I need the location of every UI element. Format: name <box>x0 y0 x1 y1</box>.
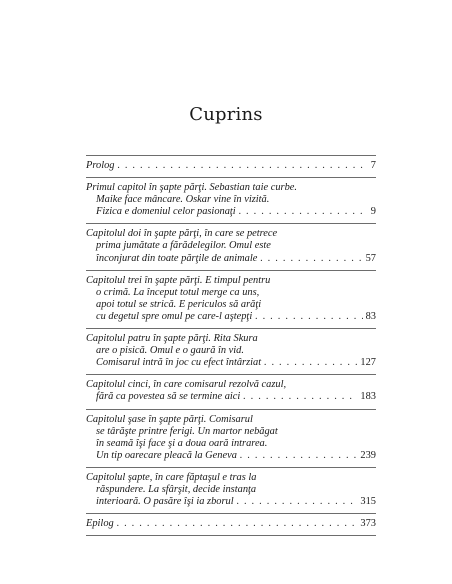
toc-entry <box>86 467 376 513</box>
toc-entry-line <box>86 438 376 450</box>
dot-leader <box>117 160 367 172</box>
page-number: 9 <box>370 206 376 218</box>
dot-leader <box>264 357 357 369</box>
toc-entry-line <box>86 345 376 357</box>
table-of-contents <box>86 155 376 536</box>
toc-entry <box>86 223 376 269</box>
toc-entry-line <box>86 182 376 194</box>
dot-leader <box>237 496 358 508</box>
page-number: 57 <box>365 252 376 264</box>
toc-entry <box>86 155 376 177</box>
toc-entry-line <box>86 228 376 240</box>
toc-entry-text: Fizica e domeniul celor pasionaţi <box>96 206 236 218</box>
toc-entry-line <box>86 194 376 206</box>
toc-entry-line <box>86 160 376 172</box>
page-number: 7 <box>370 160 376 171</box>
toc-entry-text: o crimă. La început totul merge ca uns, <box>96 286 260 298</box>
dot-leader <box>240 450 358 462</box>
page-number: 373 <box>360 518 376 530</box>
toc-entry-text: fără ca povestea să se termine aici <box>96 391 241 403</box>
dot-leader <box>239 206 368 218</box>
dot-leader <box>243 391 357 403</box>
toc-entry-text: interioară. O pasăre îşi ia zborul <box>96 496 234 508</box>
dot-leader <box>255 311 362 323</box>
toc-entry-text: Capitolul şase în şapte părţi. Comisarul <box>86 413 253 425</box>
toc-entry <box>86 409 376 467</box>
toc-entry-line <box>86 391 376 403</box>
toc-entry-line <box>86 253 376 265</box>
toc-entry-text: Capitolul şapte, în care făptaşul e tras la <box>86 471 257 483</box>
toc-entry-line <box>86 357 376 369</box>
toc-entry-line <box>86 240 376 252</box>
toc-entry-line <box>86 206 376 218</box>
toc-entry-line <box>86 287 376 299</box>
toc-entry <box>86 374 376 408</box>
toc-entry-line <box>86 333 376 345</box>
page-number: 127 <box>360 357 376 369</box>
toc-entry-text: prima jumătate a fărădelegilor. Omul este <box>96 240 271 252</box>
toc-entry-text: Un tip oarecare pleacă la Geneva <box>96 449 237 461</box>
toc-entry-text: Maike face mâncare. Oskar vine în vizită. <box>96 194 270 206</box>
toc-entry-line <box>86 496 376 508</box>
toc-entry-text: înconjurat din toate părţile de animale <box>96 252 258 264</box>
toc-entry <box>86 328 376 374</box>
toc-entry-text: apoi totul se strică. E periculos să arăţi <box>96 298 262 310</box>
toc-entry-text: Comisarul intră în joc cu efect întârziat <box>96 357 262 369</box>
toc-entry-text: se târăşte printre ferigi. Un martor nebăgat <box>96 425 278 437</box>
toc-entry-text: Prolog <box>86 160 115 171</box>
page-title: Cuprins <box>189 104 263 125</box>
toc-entry-text: Capitolul cinci, în care comisarul rezolvă cazul, <box>86 379 287 391</box>
toc-entry-text: în seamă îşi face şi a doua oară intrarea. <box>96 437 268 449</box>
toc-entry-line <box>86 299 376 311</box>
toc-entry-line <box>86 379 376 391</box>
toc-entry-line <box>86 472 376 484</box>
toc-entry-text: cu degetul spre omul pe care-l aştepţi <box>96 310 253 322</box>
toc-entry-line <box>86 426 376 438</box>
toc-entry-text: Capitolul doi în şapte părţi, în care se petrece <box>86 228 278 240</box>
toc-entry-text: are o pisică. Omul e o gaură în vid. <box>96 345 244 357</box>
toc-entry-line <box>86 311 376 323</box>
toc-entry-text: Capitolul patru în şapte părţi. Rita Skura <box>86 333 258 345</box>
toc-entry-text: Epilog <box>86 518 114 530</box>
toc-entry-line <box>86 518 376 530</box>
toc-entry-line <box>86 484 376 496</box>
toc-entry-line <box>86 414 376 426</box>
toc-entry-text: Capitolul trei în şapte părţi. E timpul pentru <box>86 274 271 286</box>
toc-entry-line <box>86 275 376 287</box>
page-number: 315 <box>360 496 376 508</box>
toc-entry <box>86 513 376 536</box>
toc-entry-line <box>86 450 376 462</box>
toc-entry <box>86 177 376 223</box>
page-number: 83 <box>365 310 376 322</box>
toc-entry-text: răspundere. La sfârşit, decide instanţa <box>96 483 257 495</box>
dot-leader <box>260 253 362 265</box>
toc-entry-text: Primul capitol în şapte părţi. Sebastian taie curbe. <box>86 182 297 194</box>
page-number: 239 <box>360 449 376 461</box>
dot-leader <box>117 518 358 530</box>
toc-entry <box>86 270 376 328</box>
page-number: 183 <box>360 391 376 403</box>
